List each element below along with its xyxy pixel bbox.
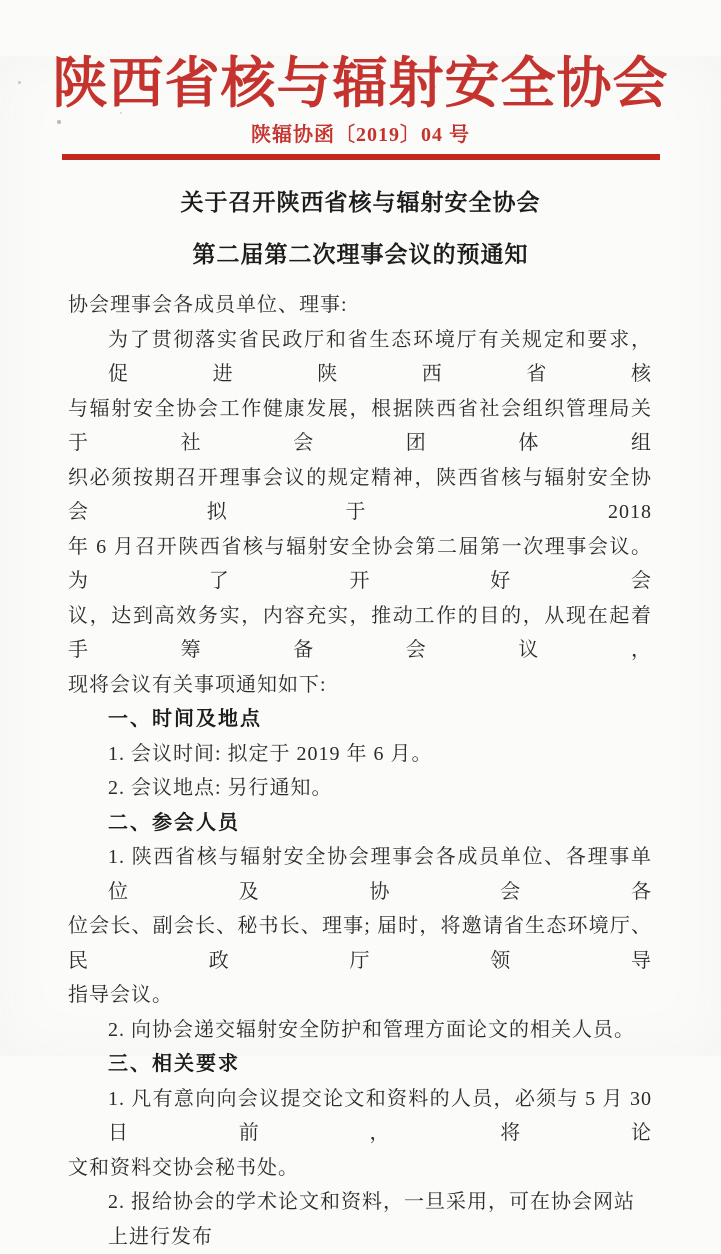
letterhead-org-name: 陕西省核与辐射安全协会 bbox=[52, 53, 669, 114]
document-line: 年 6 月召开陕西省核与辐射安全协会第二届第一次理事会议。为了开好会 bbox=[68, 535, 652, 592]
document-line: 现将会议有关事项通知如下: bbox=[68, 673, 327, 696]
document-line: 协会理事会各成员单位、理事: bbox=[68, 294, 348, 316]
document-line: 为了贯彻落实省民政厅和省生态环境厅有关规定和要求，促进陕西省核 bbox=[108, 328, 652, 385]
section-heading: 三、相关要求 bbox=[108, 1053, 240, 1075]
letterhead-rule bbox=[62, 154, 660, 160]
document-title-line1: 关于召开陕西省核与辐射安全协会 bbox=[180, 189, 541, 215]
document-line: 1. 凡有意向向会议提交论文和资料的人员，必须与 5 月 30 日前，将论 bbox=[108, 1087, 652, 1144]
document-line: 2. 向协会递交辐射安全防护和管理方面论文的相关人员。 bbox=[108, 1018, 635, 1041]
section-heading: 二、参会人员 bbox=[108, 811, 240, 834]
document-line: 位会长、副会长、秘书长、理事; 届时，将邀请省生态环境厅、民政厅领导 bbox=[68, 915, 652, 972]
document-line: 2. 会议地点: 另行通知。 bbox=[108, 777, 333, 799]
document-line: 1. 陕西省核与辐射安全协会理事会各成员单位、各理事单位及协会各 bbox=[108, 846, 652, 903]
document-line: 织必须按期召开理事会议的规定精神，陕西省核与辐射安全协会拟于 2018 bbox=[68, 466, 652, 523]
document-title bbox=[0, 176, 721, 280]
document-page bbox=[0, 53, 721, 1248]
document-body bbox=[68, 288, 652, 1254]
document-line: 2. 报给协会的学术论文和资料，一旦采用，可在协会网站上进行发布 bbox=[108, 1191, 635, 1248]
document-line: 与辐射安全协会工作健康发展，根据陕西省社会组织管理局关于社会团体组 bbox=[68, 397, 652, 454]
document-number: 陕辐协函〔2019〕04 号 bbox=[251, 124, 470, 146]
document-line: 文和资料交协会秘书处。 bbox=[68, 1156, 299, 1179]
document-line: 1. 会议时间: 拟定于 2019 年 6 月。 bbox=[108, 742, 433, 765]
document-line: 指导会议。 bbox=[68, 984, 173, 1006]
section-heading: 一、时间及地点 bbox=[108, 708, 262, 730]
document-line: 议，达到高效务实，内容充实，推动工作的目的，从现在起着手筹备会议， bbox=[68, 604, 652, 661]
document-title-line2: 第二届第二次理事会议的预通知 bbox=[192, 241, 529, 267]
